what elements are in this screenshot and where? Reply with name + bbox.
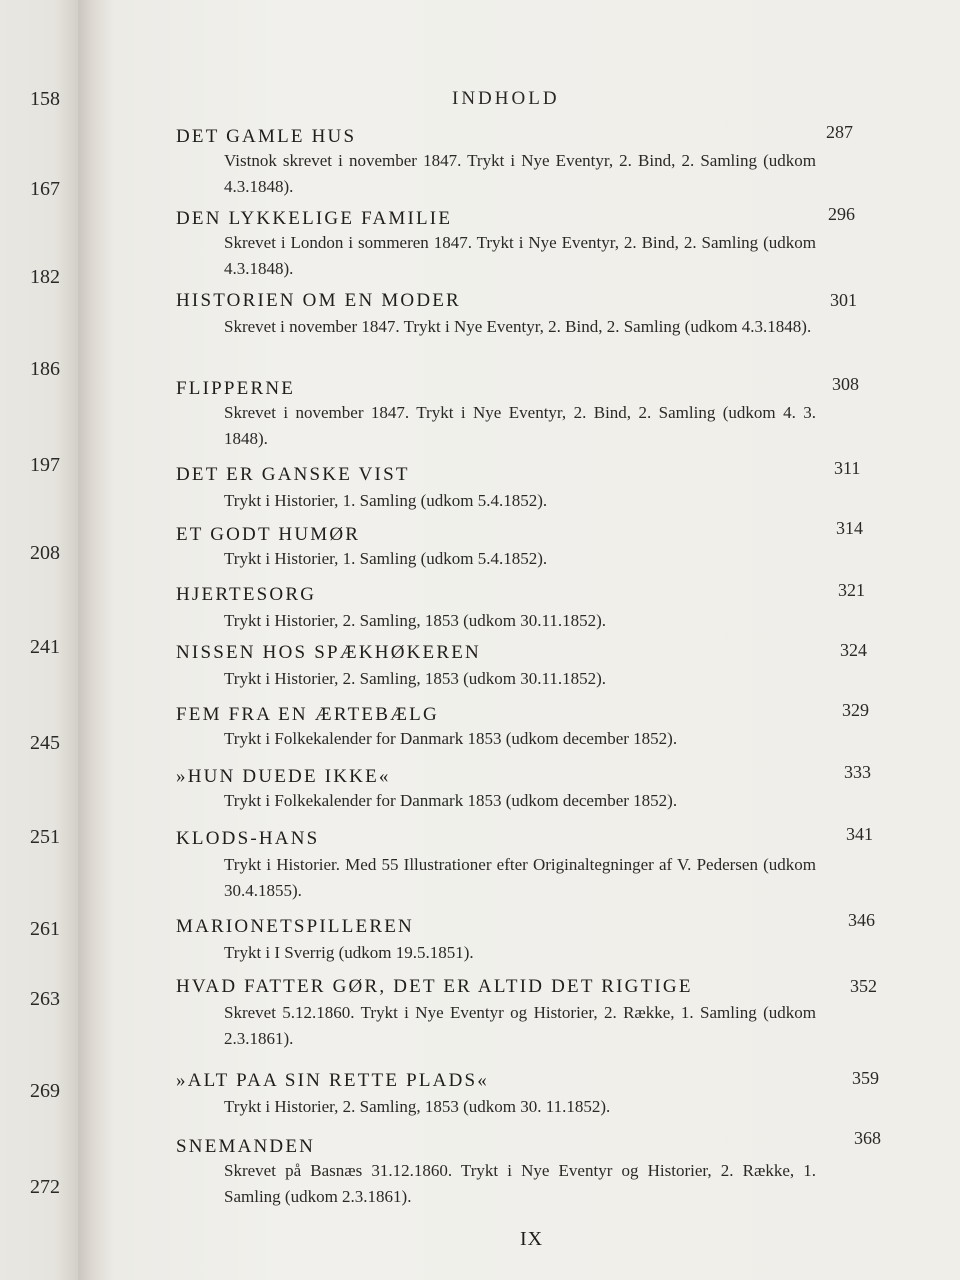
left-page-number: 263 (30, 988, 60, 1010)
entry-page-number: 368 (854, 1128, 881, 1148)
left-page-number: 241 (30, 636, 60, 658)
entry-title: HJERTESORG (176, 584, 317, 605)
entry-description: Trykt i Historier, 2. Samling, 1853 (udkom 30. 11.1852). (224, 1097, 611, 1116)
left-page-number: 197 (30, 454, 60, 476)
entry-title: FLIPPERNE (176, 378, 296, 399)
entry-page-number: 359 (852, 1068, 879, 1088)
page-title: INDHOLD (452, 88, 560, 109)
entry-title: »ALT PAA SIN RETTE PLADS« (176, 1070, 489, 1091)
entry-page-number: 287 (826, 122, 853, 142)
entry-description: Skrevet i London i sommeren 1847. Trykt i Nye Eventyr, 2. Bind, 2. Samling (udkom 4.3.1848). (224, 233, 816, 278)
entry-description: Trykt i Historier, 2. Samling, 1853 (udkom 30.11.1852). (224, 669, 606, 688)
left-page-number: 251 (30, 826, 60, 848)
entry-title: NISSEN HOS SPÆKHØKEREN (176, 642, 481, 663)
left-page-number: 182 (30, 266, 60, 288)
left-page-number: 261 (30, 918, 60, 940)
entry-description: Trykt i Folkekalender for Danmark 1853 (udkom december 1852). (224, 791, 678, 810)
entry-description: Trykt i I Sverrig (udkom 19.5.1851). (224, 943, 474, 962)
entry-page-number: 333 (844, 762, 871, 782)
entry-page-number: 296 (828, 204, 855, 224)
entry-title: HISTORIEN OM EN MODER (176, 290, 461, 311)
entry-description: Skrevet i november 1847. Trykt i Nye Eventyr, 2. Bind, 2. Samling (udkom 4. 3. 1848). (224, 403, 816, 448)
entry-description: Skrevet på Basnæs 31.12.1860. Trykt i Nye Eventyr og Historier, 2. Række, 1. Samling (udkom 2.3.1861). (224, 1161, 816, 1206)
entry-title: KLODS-HANS (176, 828, 320, 849)
entry-title: ET GODT HUMØR (176, 524, 361, 545)
entry-page-number: 308 (832, 374, 859, 394)
entry-page-number: 341 (846, 824, 873, 844)
entry-description: Trykt i Historier. Med 55 Illustrationer efter Originaltegninger af V. Pedersen (udkom 30.4.1855). (224, 855, 816, 900)
entry-page-number: 324 (840, 640, 867, 660)
entry-page-number: 311 (834, 458, 861, 478)
entry-title: MARIONETSPILLEREN (176, 916, 414, 937)
left-page-edge (0, 0, 78, 1280)
left-page-number: 272 (30, 1176, 60, 1198)
left-page-number: 186 (30, 358, 60, 380)
entry-title: HVAD FATTER GØR, DET ER ALTID DET RIGTIGE (176, 976, 693, 997)
entry-description: Trykt i Historier, 2. Samling, 1853 (udkom 30.11.1852). (224, 611, 606, 630)
left-page-number: 208 (30, 542, 60, 564)
page-folio: IX (520, 1228, 544, 1250)
entry-title: DET GAMLE HUS (176, 126, 357, 147)
entry-page-number: 346 (848, 910, 875, 930)
entry-title: FEM FRA EN ÆRTEBÆLG (176, 704, 439, 725)
left-page-number: 167 (30, 178, 60, 200)
left-page-number: 245 (30, 732, 60, 754)
entry-page-number: 352 (850, 976, 877, 996)
entry-title: DET ER GANSKE VIST (176, 464, 410, 485)
entry-description: Skrevet 5.12.1860. Trykt i Nye Eventyr og Historier, 2. Række, 1. Samling (udkom 2.3.1861). (224, 1003, 816, 1048)
book-gutter (78, 0, 114, 1280)
left-page-number: 158 (30, 88, 60, 110)
entry-page-number: 314 (836, 518, 863, 538)
entry-page-number: 329 (842, 700, 869, 720)
entry-title: »HUN DUEDE IKKE« (176, 766, 391, 787)
entry-title: DEN LYKKELIGE FAMILIE (176, 208, 453, 229)
entry-page-number: 301 (830, 290, 857, 310)
entry-description: Trykt i Historier, 1. Samling (udkom 5.4.1852). (224, 549, 548, 568)
entry-description: Trykt i Folkekalender for Danmark 1853 (udkom december 1852). (224, 729, 678, 748)
entry-description: Trykt i Historier, 1. Samling (udkom 5.4.1852). (224, 491, 548, 510)
entry-page-number: 321 (838, 580, 865, 600)
entry-description: Vistnok skrevet i november 1847. Trykt i Nye Eventyr, 2. Bind, 2. Samling (udkom 4.3.1848). (224, 151, 816, 196)
entry-description: Skrevet i november 1847. Trykt i Nye Eventyr, 2. Bind, 2. Samling (udkom 4.3.1848). (224, 317, 812, 336)
entry-title: SNEMANDEN (176, 1136, 316, 1157)
left-page-number: 269 (30, 1080, 60, 1102)
